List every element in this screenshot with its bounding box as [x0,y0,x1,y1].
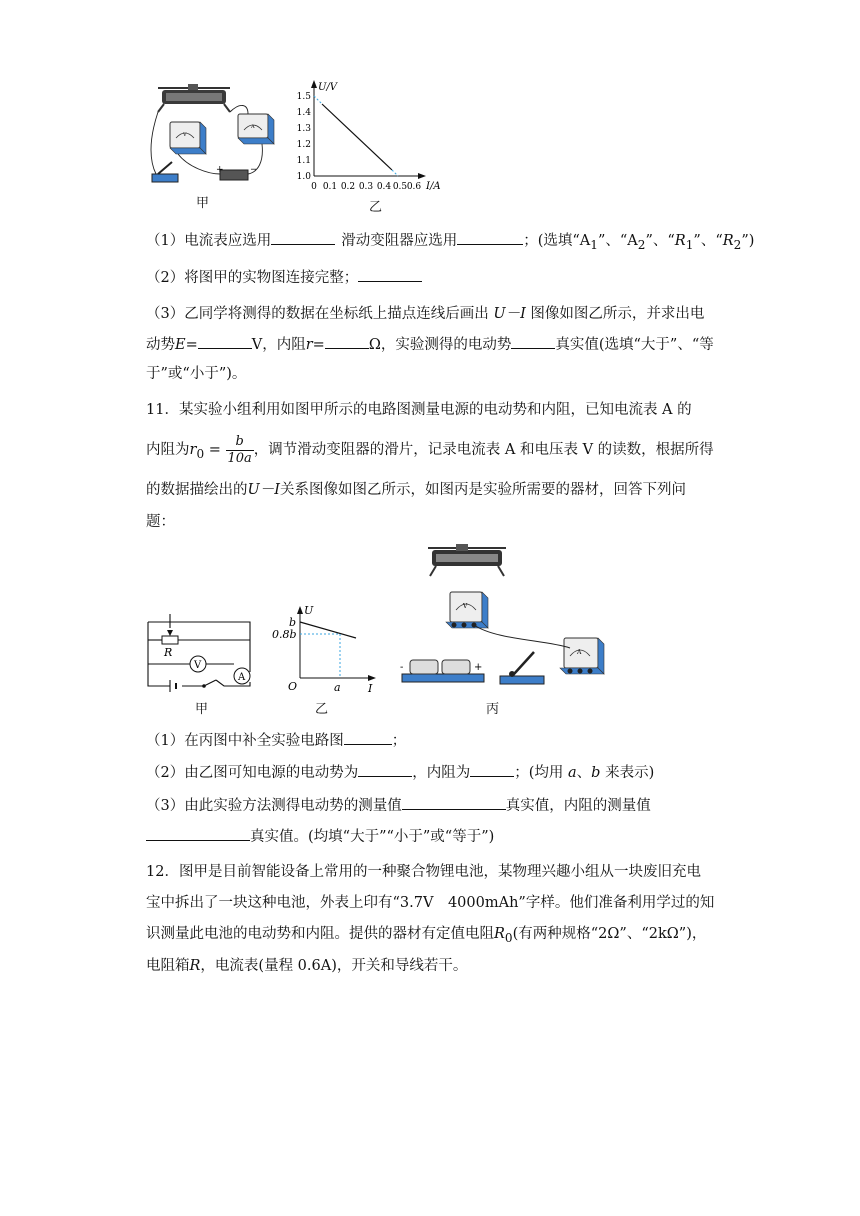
ytick: 1.3 [296,124,311,134]
ytick: 1.4 [296,108,311,118]
q11-caption-jia: 甲 [195,702,209,717]
ytick: 1.2 [296,140,311,150]
answer-blank[interactable] [457,230,523,245]
svg-text:V: V [463,603,468,610]
xtick: 0.6 [406,182,422,192]
q10-part1: （1）电流表应选用 滑动变阻器应选用 ；(选填“$A_1$”、“$A_2$”、“$R_1$”、“$R_2$”) [146,230,754,255]
graph-ui-line [300,622,356,638]
xtick: 0 [311,182,317,192]
fig1-ui-graph [292,76,452,196]
svg-text:A: A [251,124,255,130]
answer-blank[interactable] [402,795,506,810]
q11-stem-line1: 11．某实验小组利用如图甲所示的电路图测量电源的电动势和内阻，已知电流表 A 的 [146,402,692,418]
q11-part3-line1: （3）由此实验方法测得电动势的测量值 真实值，内阻的测量值 [146,795,651,816]
ytick: 1.1 [296,156,311,166]
answer-blank[interactable] [146,826,250,841]
q11-apparatus [396,540,626,692]
fig1-caption-jia: 甲 [196,196,210,211]
q12-line2: 宝中拆出了一块这种电池，外表上印有“3.7V 4000mAh”字样。他们准备利用学过的知 [146,895,715,911]
q12-line3: 识测量此电池的电动势和内阻。提供的器材有定值电阻$R_0$(有两种规格“2Ω”、“2kΩ”)， [146,926,707,945]
fig1-ylabel: U/V [318,82,338,93]
q10-part3-line3: 于”或“小于”)。 [146,366,247,382]
graph-b-label: b [289,616,297,629]
svg-text:V: V [183,132,187,138]
fig1-xlabel: I/A [426,181,441,192]
q11-stem-line3: 的数据描绘出的U－I关系图像如图乙所示，如图丙是实验所需要的器材，回答下列问 [146,482,686,498]
q11-caption-bing: 丙 [486,702,500,717]
ytick: 1.5 [296,92,311,102]
svg-text:−: − [250,165,258,175]
graph-08b-label: 0.8b [272,628,297,641]
answer-blank[interactable] [198,334,252,349]
answer-blank[interactable] [271,230,335,245]
q10-part3-line1: （3）乙同学将测得的数据在坐标纸上描点连线后画出 U－I 图像如图乙所示，并求出电 [146,306,705,322]
answer-blank[interactable] [470,762,514,777]
answer-blank[interactable] [358,762,412,777]
q11-part2: （2）由乙图可知电源的电动势为 ，内阻为 ；(均用 a、b 来表示) [146,762,654,783]
answer-blank[interactable] [511,334,555,349]
fig1-apparatus [148,82,278,190]
fig1-extension-top [314,96,322,104]
fig1-ui-line [322,104,392,170]
answer-blank[interactable] [344,730,392,745]
fraction-b-over-10a: $\frac{b}{10a}$ [227,433,252,466]
xtick: 0.1 [322,182,338,192]
ytick: 1.0 [296,172,311,182]
graph-I-label: I [368,682,373,695]
graph-U-label: U [304,604,314,617]
svg-text:A: A [577,649,582,656]
q11-circuit-diagram [140,606,260,692]
fig1-caption-yi: 乙 [369,200,383,215]
q11-caption-yi: 乙 [315,702,329,717]
fig1-extension-bottom [392,170,398,176]
q12-line1: 12．图甲是目前智能设备上常用的一种聚合物锂电池，某物理兴趣小组从一块废旧充电 [146,864,701,880]
graph-origin-label: O [288,680,298,693]
q11-part3-line2: 真实值。(均填“大于”“小于”或“等于”) [146,826,494,847]
q11-part1: （1）在丙图中补全实验电路图 ； [146,730,406,751]
xtick: 0.3 [358,182,374,192]
xtick: 0.2 [340,182,356,192]
graph-a-label: a [334,681,341,694]
answer-blank[interactable] [325,334,369,349]
xtick: 0.5 [392,182,408,192]
q10-part2: （2）将图甲的实物图连接完整； [146,267,422,288]
svg-text:+: + [216,165,224,175]
circuit-resistor-label: R [164,646,173,659]
q11-ui-graph [272,600,382,696]
q11-stem-line4: 题： [146,514,175,530]
q12-line4: 电阻箱R，电流表(量程 0.6A)，开关和导线若干。 [146,958,468,974]
circuit-ammeter-label: A [238,672,246,683]
q11-stem-line2: 内阻为$r_0$ = $\frac{b}{10a}$ ，调节滑动变阻器的滑片，记录电流表 A 和电压表 V 的读数，根据所得 [146,433,714,466]
q10-part3-line2: 动势E= V，内阻r= Ω，实验测得的电动势 真实值(选填“大于”、“等 [146,334,714,355]
svg-text:+: + [474,662,483,673]
circuit-voltmeter-label: V [194,660,202,671]
answer-blank[interactable] [358,267,422,282]
svg-text:-: - [400,662,404,673]
xtick: 0.4 [376,182,392,192]
